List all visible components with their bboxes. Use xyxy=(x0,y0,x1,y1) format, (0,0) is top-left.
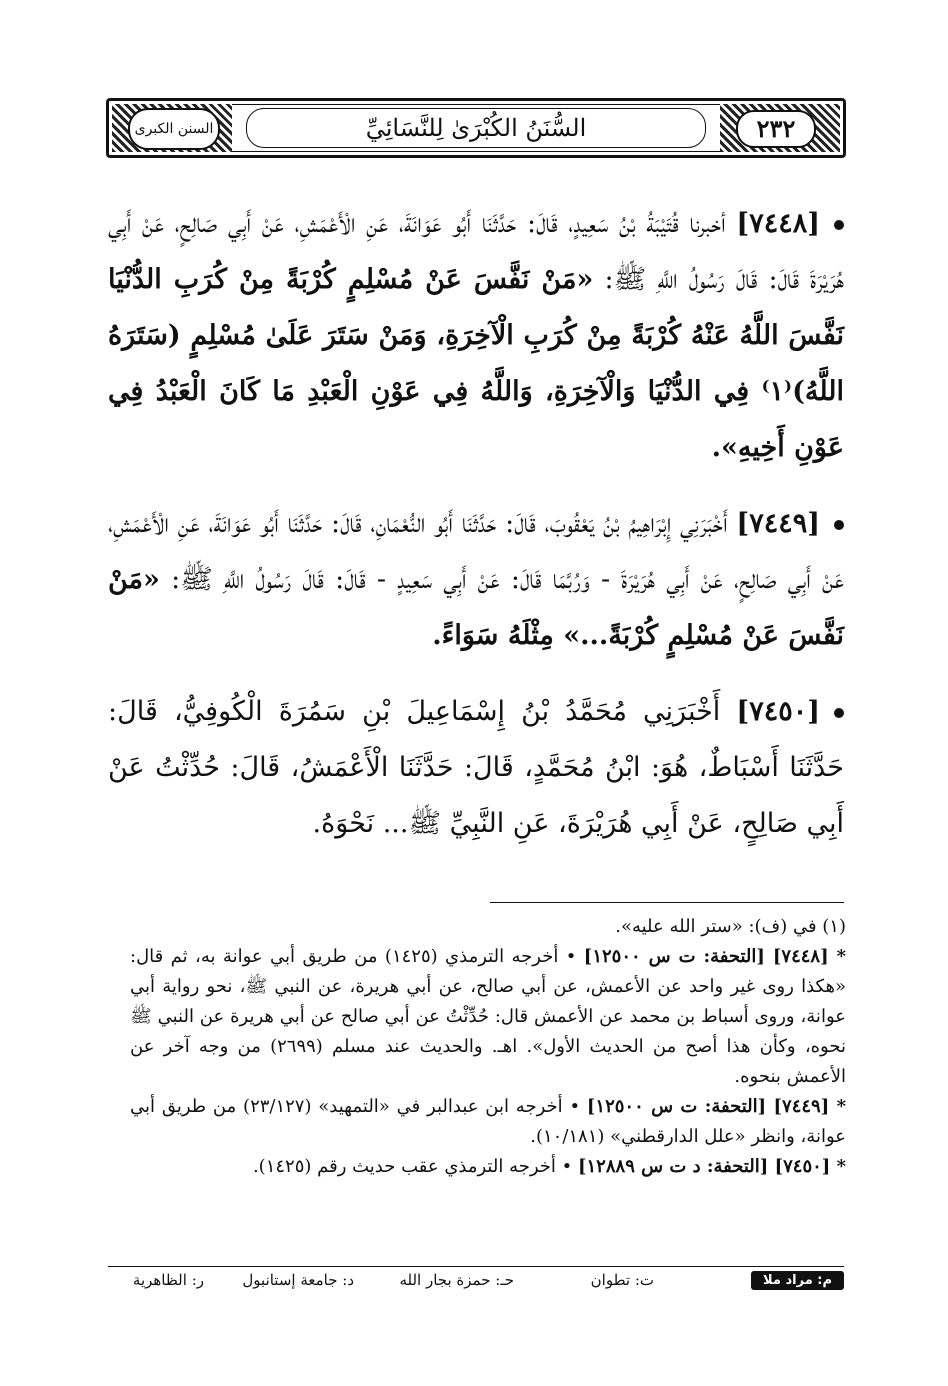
note-7448 xyxy=(130,942,846,1092)
manuscript-sigla xyxy=(108,1266,844,1299)
siglum-item: د: جامعة إستانبول xyxy=(242,1271,354,1289)
hadith-isnad: أخبرنا قُتَيْبَةُ بْنُ سَعِيدٍ، قَالَ: حَدَّثَنَا أَبُو عَوَانَةَ، عَنِ الْأَعْمَشِ، عَنْ أَبِي صَالِحٍ، عَنْ أَبِي هُرَيْرَةَ قَالَ: قَالَ رَسُولُ اللَّهِ ﷺ: xyxy=(108,208,844,295)
note-ref: [٧٤٤٩] [التحفة: ت س ١٢٥٠٠] xyxy=(586,1096,830,1117)
hadith-7449 xyxy=(108,496,844,664)
siglum-item: ت: تطوان xyxy=(590,1271,654,1289)
main-text xyxy=(108,196,844,872)
page-number: ٢٣٢ xyxy=(736,110,816,148)
hadith-matn: «مَنْ نَفَّسَ عَنْ مُسْلِمٍ كُرْبَةً مِنْ كُرَبِ الدُّنْيَا نَفَّسَ اللَّهُ عَنْهُ كُرْبَةً مِنْ كُرَبِ الْآخِرَةِ، وَمَنْ سَتَرَ عَلَىٰ مُسْلِمٍ (سَتَرَهُ اللَّهُ)⁽١⁾ فِي الدُّنْيَا وَالْآخِرَةِ، وَاللَّهُ فِي عَوْنِ الْعَبْدِ مَا كَانَ الْعَبْدُ فِي عَوْنِ أَخِيهِ». xyxy=(108,264,844,463)
footnote-1: (١) في (ف): «ستر الله عليه». xyxy=(615,916,846,937)
hadith-7450 xyxy=(108,684,844,852)
star-icon: * xyxy=(829,1096,846,1117)
footnote-divider xyxy=(490,902,844,903)
hadith-7448 xyxy=(108,196,844,476)
star-icon: * xyxy=(828,946,846,967)
bullet-icon xyxy=(834,708,844,718)
footnotes xyxy=(130,912,846,1182)
page-header xyxy=(106,98,846,158)
bullet-icon xyxy=(834,220,844,230)
star-icon: * xyxy=(830,1156,846,1177)
hadith-isnad: أَخْبَرَنِي إِبْرَاهِيمُ بْنُ يَعْقُوبَ، قَالَ: حَدَّثَنَا أَبُو النُّعْمَانِ، قَالَ: حَدَّثَنَا أَبُو عَوَانَةَ، عَنِ الْأَعْمَشِ، عَنْ أَبِي صَالِحٍ، عَنْ أَبِي هُرَيْرَةَ - وَرُبَّمَا قَالَ: عَنْ أَبِي سَعِيدٍ - قَالَ: قَالَ رَسُولُ اللَّهِ ﷺ: xyxy=(108,508,844,595)
book-logo: السنن الكبرى xyxy=(128,108,220,150)
hadith-number: [٧٤٤٨] xyxy=(736,208,820,239)
siglum-item: ر: الظاهرية xyxy=(132,1271,204,1289)
siglum-item: حـ: حمزة بجار الله xyxy=(399,1271,514,1289)
book-title: السُّنَنُ الكُبْرَىٰ لِلنَّسَائِيِّ xyxy=(246,108,706,148)
bullet-icon xyxy=(834,520,844,530)
siglum-badge: م: مراد ملا xyxy=(751,1271,844,1290)
hadith-number: [٧٤٥٠] xyxy=(736,696,820,727)
hadith-number: [٧٤٤٩] xyxy=(736,508,820,539)
hadith-isnad: أَخْبَرَنِي مُحَمَّدُ بْنُ إِسْمَاعِيلَ بْنِ سَمُرَةَ الْكُوفِيُّ، قَالَ: حَدَّثَنَا أَسْبَاطٌ، هُوَ: ابْنُ مُحَمَّدٍ، قَالَ: حَدَّثَنَا الْأَعْمَشُ، قَالَ: حُدِّثْتُ عَنْ أَبِي صَالِحٍ، عَنْ أَبِي هُرَيْرَةَ، عَنِ النَّبِيِّ ﷺ... نَحْوَهُ. xyxy=(108,696,844,839)
note-7449 xyxy=(130,1092,846,1152)
note-ref: [٧٤٤٨] [التحفة: ت س ١٢٥٠٠] xyxy=(583,946,829,967)
note-text: • أخرجه ابن عبدالبر في «التمهيد» (٢٣/١٢٧) من طريق أبي عوانة، وانظر «علل الدارقطني» (١٠/١٨١). xyxy=(130,1096,846,1147)
note-text: • أخرجه الترمذي عقب حديث رقم (١٤٢٥). xyxy=(252,1156,573,1177)
note-text: • أخرجه الترمذي (١٤٢٥) من طريق أبي عوانة به، ثم قال: «هكذا روى غير واحد عن الأعمش، عن أبي صالح، عن أبي هريرة، عن النبي ﷺ، نحو رواية أبي عوانة، وروى أسباط بن محمد عن الأعمش قال: حُدِّثْتُ عن أبي صالح عن أبي هريرة عن النبي ﷺ نحوه، وكأن هذا أصح من الحديث الأول». اهـ. والحديث عند مسلم (٢٦٩٩) من وجه آخر عن الأعمش بنحوه. xyxy=(130,946,846,1087)
note-7450 xyxy=(130,1152,846,1182)
hadith-matn: «مَنْ نَفَّسَ عَنْ مُسْلِمٍ كُرْبَةً...» مِثْلَهُ سَوَاءً. xyxy=(108,564,844,651)
note-ref: [٧٤٥٠] [التحفة: د ت س ١٢٨٨٩] xyxy=(577,1156,831,1177)
